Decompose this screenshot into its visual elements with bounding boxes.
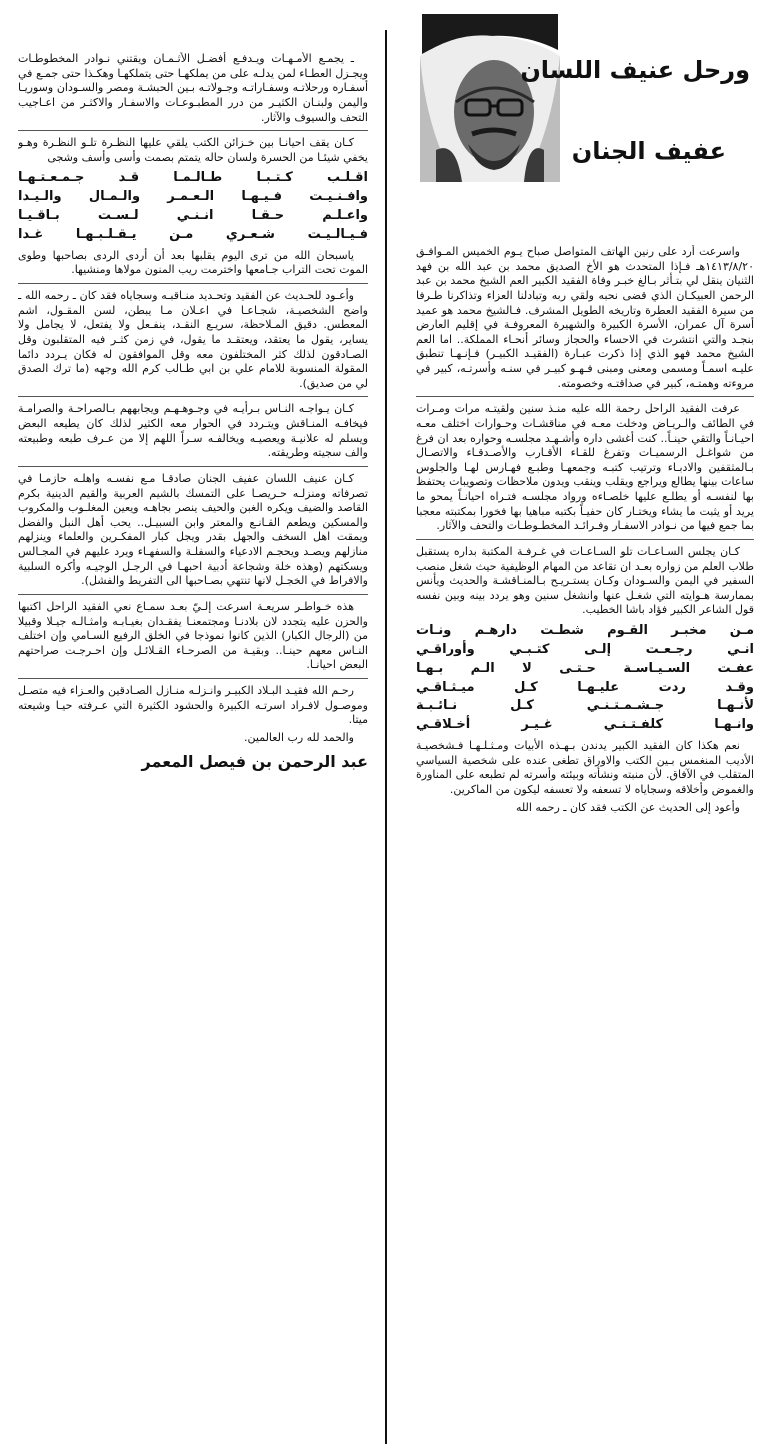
paragraph: رحـم الله فقيـد البـلاد الكبيـر وانـزلـه منـازل الصـادقين والعـزاء فيه متصـل وموصـول لافـراد اسرتـه الكبيرة والحشود الكثيرة التي عـرفته حيـا وشيعته ميتا. xyxy=(18,684,368,727)
headline-secondary: عفيف الجنان xyxy=(571,137,726,165)
article-column-right xyxy=(416,245,754,1440)
paragraph: ـ يجمـع الأمـهـات ويـدفـع أفضـل الأثـمـان ويقتني نـوادر المخطوطـات ويجـزل العطـاء لمن يدلـه على من يملكهـا حتى يتملكهـا وهكـذا حتى جمـع في أسفـاره ورحلاتـه وسفـاراتـه وجـولاتـه بـين الحبشـة ومصر والسـودان وسوريـا واليمن ولبنـان الكثيـر من درر المطبـوعـات والاسفـار والاكثـر من اعـاجيب التحف والسيوف والآثار. xyxy=(18,52,368,124)
paragraph: ياسبحان الله من ترى اليوم يقلبها بعد أن أردى الردى بصاحبها وطوى الموت تحت التراب جـامعها واخترمت ريب المنون مولاها ومنشيها. xyxy=(18,248,368,277)
paragraph-rule xyxy=(18,396,368,397)
paragraph-rule xyxy=(18,130,368,131)
paragraph: عرفت الفقيد الراحل رحمة الله عليه منـذ سنين ولقيتـه مرات ومـرات في الطائف والـريـاض ودخلت معـه في مناقشـات وحـوارات اختلف معـه احيـانـاً والتقي حينـاً.. كنت أغشى داره وأشـهـد مجلسـه وحواره بعد ان فرغ من شواغـل الرسميـات وتفرغ للقـاء الأقـارب والأصـدقـاء والاتصـال بـالمثقفين والادبـاء وترتيب كتبـه وجمعهـا وطبـع فهـارس لهـا والجلوس ساعات بينها يطالع ويراجع ويقلب وينقب ويدون ملاحظات وتصويبات يحتفظ بها لنفسـه أو يطلـع عليها خلصـاءه ورواد مجلسـه فتـراه احيانـاً يمحو ما يريد أو يثبت ما يشاء ويختـار كان حفيـاً بكتبه مباهيا بها فخورا بمكتبته معجبا بما جمع فيها من نـوادر الاسفـار وفـرائـد المخطـوطـات والتحف والآثار. xyxy=(416,402,754,533)
article-column-left xyxy=(18,52,368,1444)
portrait-photo xyxy=(416,10,564,182)
paragraph: والحمد لله رب العالمين. xyxy=(244,730,354,744)
poem-verse: واعـلـم حـقـا انـنـي لـسـت بـاقـيـا xyxy=(18,208,368,224)
paragraph-rule xyxy=(18,678,368,679)
column-divider xyxy=(385,30,387,1444)
poem-verse: وقـد ردت عليـهـا كـل ميـثـاقـي xyxy=(416,679,754,695)
paragraph: وأعـود للحـديث عن الفقيد وتحـديد منـاقبـه وسجاياه فقد كان ـ رحمه الله ـ واضح الشخصيـة، شجـاعـا في اعـلان مـا يبطن، لسن المقـول، اشم المعطس. دقيق المـلاحظة، سريـع النقـد، ينفـعل ولا يفتعل، لا يجامل ولا يساير، يقول ما يعتقد، ويعتقـد ما يقول، في زمن كثـر فيه المتقلبون وقل الصـادقون لذلك كثر المختلفون معه وقل الموافقون له فكان يـردد دائما المقولة المنسوبة للامام علي بن ابي طـالب كرم الله وجهه (ما ترك الصدق لي من صديق). xyxy=(18,289,368,390)
paragraph: هذه خـواطـر سريعـة اسرعت إلـيّ بعـد سمـاع نعي الفقيد الراحل اكتبها والحزن عليه يتجدد لان بلادنـا ومجتمعنـا يفقـدان بغيـابـه وامثـالـه جيـلا وقبيلا من (الرجال الكبار) الذين كانوا نموذجا في الخلق الرفيع السـامي وإن اختلف النـاس معهم حينـا.. وبقيـة من الصرحـاء القـلائـل وإن احـرجـت صراحتهم البعض احيانـا. xyxy=(18,599,368,672)
paragraph-rule xyxy=(416,396,754,397)
headline-primary: ورحل عنيف اللسان xyxy=(520,56,750,84)
paragraph: كـان يـواجـه النـاس بـرأيـه في وجـوهـهـم ويجابههم بـالصراحـة والصرامـة فيخافـه المنـاقش ويتـردد في الحوار معه الكثير لذلك كان يطيعه البعض ويسلم له علانيـة ويعصيـه ويخالفـه سـراً اللهم إلا من عـرف طبعه وطبيعته والف سجيته وطريقته. xyxy=(18,402,368,460)
poem-verse: وافـنـيـت فـيـهـا الـعـمـر والـمـال والـيـدا xyxy=(18,189,368,205)
author-signature: عبد الرحمن بن فيصل المعمر xyxy=(141,751,368,771)
poem-verse: عفـت السـيـاسـة حـتـى لا الـم بـهـا xyxy=(416,660,754,676)
poem-block xyxy=(416,622,754,735)
paragraph-rule xyxy=(416,539,754,540)
paragraph-rule xyxy=(18,466,368,467)
poem-verse: اقـلـب كـتـبـا طـالـمـا قـد جـمـعـتـهـا xyxy=(18,170,368,186)
poem-block xyxy=(18,169,368,244)
paragraph: واسرعت أرد على رنين الهاتف المتواصل صباح يـوم الخميس المـوافـق ١٤١٣/٨/٢٠هـ فـإذا المتحدث هو الأخ الصديق محمد بن عبد الله بن فهد الثنيان ينقل لي بتـأثر بـالغ خبـر وفاة الفقيد الكبير العم الشيخ محمد بن عبد الرحمن العبيكـان الذي قضى نحبه ولقي ربه وتبادلنا العزاء وتذاكرنا طـرفا من سيرة الفقيد العطرة وتاريخه الطويل المشرف. فـالشيخ محمد هو عميد أسرة آل عمران، الأسرة الكبيرة والشهيرة المعروفـة في إقليم العارض بنجـد والتي انتشرت في الاحساء والحجاز وسائر أنحـاء المملكة.. اما العم الشيخ محمد فهو الذي إذا ذكرت عبـارة (الفقيـد الكبيـر) فـإنـهـا تنطبق عليـه اسمـاً ومسمى ومعنى ومبنى فـهـو كبيـر في سنـه وأسرتـه، كبير في مروءته وهمتـه، كبير في صداقتـه وخصومته. xyxy=(416,245,754,390)
poem-verse: فـيـالـيـت شـعـري مـن يـقـلـبـهـا غـدا xyxy=(18,226,368,242)
article-header xyxy=(402,0,754,190)
paragraph: وأعود إلى الحديث عن الكتب فقد كان ـ رحمه الله xyxy=(515,800,740,814)
poem-verse: لأنـهـا جـشـمـتـنـي كـل نـائـبـة xyxy=(416,698,754,714)
paragraph-rule xyxy=(18,594,368,595)
paragraph: كـان عنيف اللسان عفيف الجنان صادقـا مـع نفسـه واهلـه حازمـا في تصرفاته ومنزلـه حـريصـا على التمسك بالشيم العربية والقيم الدينية بكرم القاصد والضيف ويكره الغبن والحيف ينصر بجاهـه ويعين المغلـوب والمكروب والمسكين ويطعم القـانـع والمعتر وابن السبيـل.. يحب أهل النبل والفضل ويمقت اهل السخف والجهل بقدر ويجل كبار المفكـرين والعلماء وينزلهم منازلهم ويصـد ويحجـم الادعياء والسفلـة والسفهـاء ويرد عليهم في المجـالس ويسكتهم (وهذه خلة وشجاعة أدبية احبهـا في الرجـل الوجيـه وأكره السلبية والافراط في الخجـل لانها تنتهي بصـاحبها الى التفريط والفشل). xyxy=(18,471,368,588)
poem-verse: مـن مخبـر القـوم شطـت دارهـم ونـات xyxy=(416,623,754,638)
poem-verse: انـي رجـعـت إلـى كتـبـي وأوراقـي xyxy=(416,641,754,657)
poem-verse: وانـهـا كلفـتـنـي غـيـر أخـلاقـي xyxy=(416,717,754,733)
paragraph-rule xyxy=(18,283,368,284)
paragraph: كـان يجلس السـاعـات تلو السـاعـات في غـرفـة المكتبة بداره يستقبل طلاب العلم من زواره بعـد ان تقاعد من المهام الوظيفية حيث شغل منصب السفير في اليمن والسـودان وكـان يستـريـح بـالمنـاقشـة والحديث ويأنس بممارسة هـوايته التي شغـل عنها وانشغل سنين وهو يردد بينه وبين نفسه قول الشاعر الكبير فؤاد باشا الخطيب. xyxy=(416,544,754,617)
paragraph: نعم هكذا كان الفقيد الكبير يدندن بـهـذه الأبيات ومـثـلـهـا فـشخصيـة الأديب المنغمس بـين الكتب والاوراق تطغى عنده على شخصية السياسي المتقلب في الآفاق. لأن منبته ونشأته وبيئته وأسرته لم تطبعه على المناورة والغموض وأخلاقه وسجاياه لا تسعفه ولا تعسفه ليكون من الماكرين. xyxy=(416,739,754,796)
paragraph: كـان يقف احيانـا بين خـزائن الكتب يلقي عليها النظـرة تلـو النظـرة وهـو يخفي شيئـا من الحسرة ولسان حاله يتمتم بصمت وأسى وأسف وشجى xyxy=(18,136,368,164)
